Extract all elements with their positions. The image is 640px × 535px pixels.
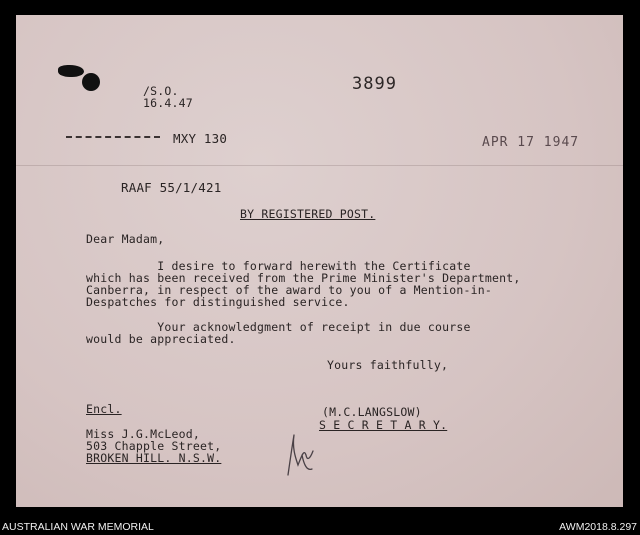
letter-sheet	[16, 15, 623, 507]
enclosure-note: Encl.	[86, 402, 122, 416]
closing: Yours faithfully,	[327, 358, 449, 372]
ref-date: 16.4.47	[143, 96, 193, 110]
address-line: 503 Chapple Street,	[86, 439, 222, 453]
file-code: MXY 130	[173, 131, 228, 146]
signatory-name: (M.C.LANGSLOW)	[322, 405, 422, 419]
ref-initials: /S.O.	[143, 84, 179, 98]
address-line: Miss J.G.McLeod,	[86, 427, 200, 441]
body-line: Despatches for distinguished service.	[86, 295, 350, 309]
body-line: I desire to forward herewith the Certificate	[86, 259, 471, 273]
footer-credit: AUSTRALIAN WAR MEMORIAL	[2, 521, 154, 533]
punch-hole	[82, 73, 100, 91]
raaf-reference: RAAF 55/1/421	[121, 180, 222, 195]
body-line: would be appreciated.	[86, 332, 236, 346]
handwritten-initials	[280, 425, 320, 481]
address-line: BROKEN HILL. N.S.W.	[86, 451, 222, 465]
salutation: Dear Madam,	[86, 232, 165, 246]
fold-line	[16, 165, 623, 166]
document-number: 3899	[352, 74, 397, 94]
date-stamp: APR 17 1947	[482, 135, 580, 150]
body-line: which has been received from the Prime Minister's Department,	[86, 271, 521, 285]
signatory-title: S E C R E T A R Y.	[319, 418, 448, 432]
body-line: Your acknowledgment of receipt in due course	[86, 320, 471, 334]
punch-hole-tear	[58, 65, 84, 77]
body-line: Canberra, in respect of the award to you of a Mention-in-	[86, 283, 493, 297]
footer-accession: AWM2018.8.297	[559, 521, 637, 533]
heading: BY REGISTERED POST.	[240, 207, 376, 221]
dash-rule	[66, 136, 160, 138]
